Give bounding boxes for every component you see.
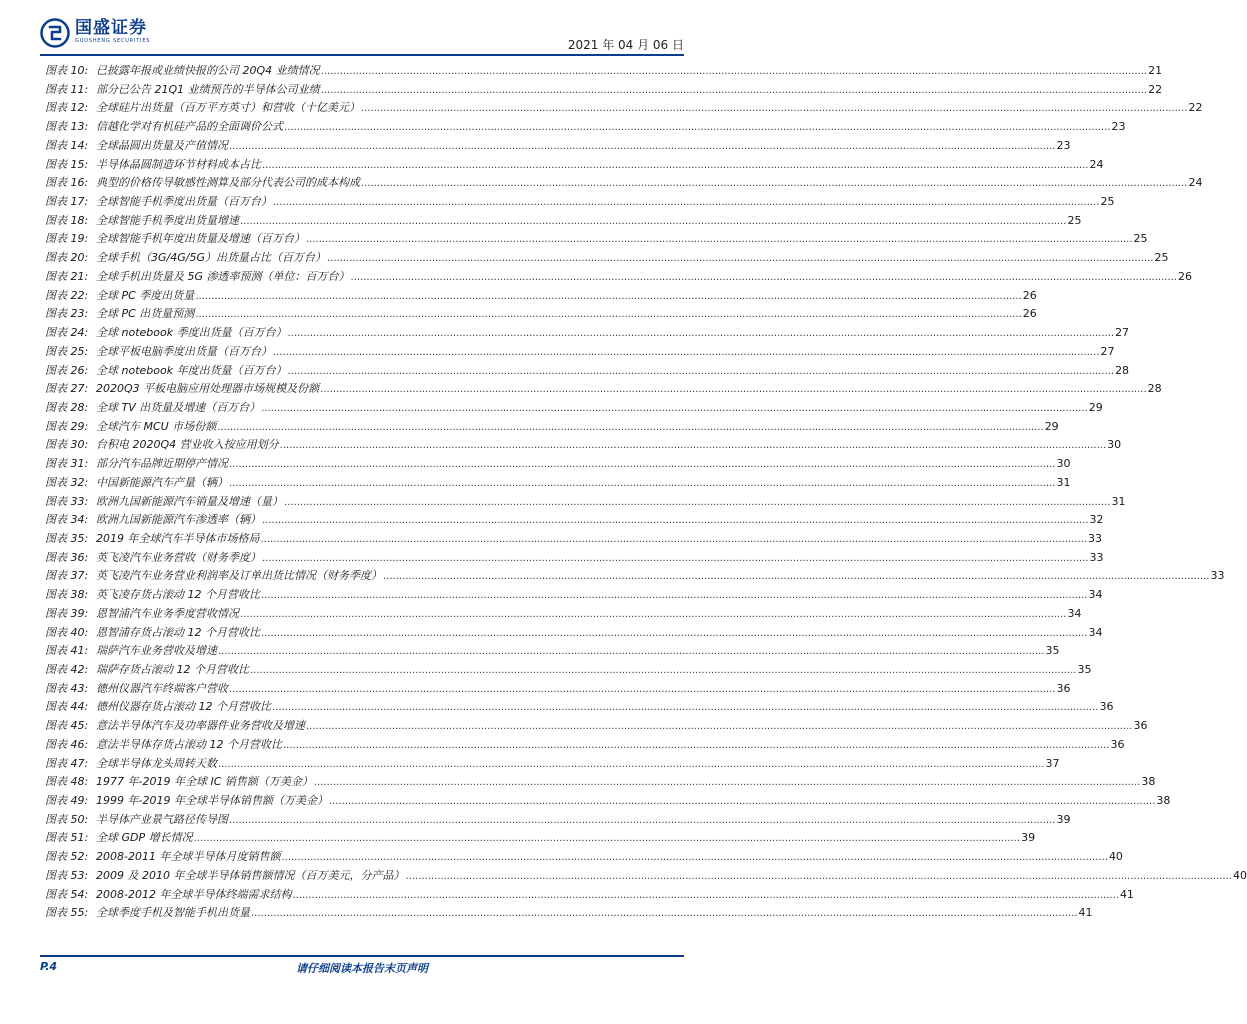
toc-entry-label: 图表 54: [45, 887, 89, 901]
page-header [40, 18, 684, 52]
toc-entry-label: 图表 20: [45, 251, 89, 265]
toc-entry-label: 图表 55: [45, 906, 89, 920]
toc-entry-page: 32 [1089, 513, 1104, 527]
toc-entry-label: 图表 42: [45, 663, 89, 676]
toc-entry[interactable] [45, 455, 1071, 474]
dot-leader: .................................................................................................................................................................................................................................................................... [229, 140, 1056, 152]
toc-entry-page: 31 [1111, 494, 1126, 508]
logo-name-en: GUOSHENG SECURITIES [75, 38, 151, 44]
toc-entry-page: 24 [1089, 157, 1104, 171]
toc-entry-label: 图表 52: [45, 850, 89, 864]
toc-entry[interactable] [45, 474, 1071, 493]
toc-entry[interactable] [45, 380, 1162, 399]
toc-entry[interactable] [45, 736, 1125, 755]
logo-name-cn: 国盛证券 [75, 18, 147, 38]
dot-leader: .................................................................................................................................................................................................................................................................... [229, 814, 1056, 826]
toc-entry-page: 30 [1056, 457, 1071, 471]
dot-leader: .................................................................................................................................................................................................................................................................... [383, 571, 1210, 583]
toc-entry-title: 1977 年-2019 年全球 IC 销售额（万美金） [96, 775, 313, 789]
toc-entry[interactable] [45, 904, 1093, 923]
toc-entry-label: 图表 17: [45, 195, 89, 209]
toc-entry-title: 德州仪器汽车终端客户营收 [96, 681, 228, 695]
toc-entry[interactable] [45, 511, 1104, 530]
toc-entry-page: 26 [1022, 307, 1037, 321]
dot-leader: .................................................................................................................................................................................................................................................................... [229, 477, 1056, 489]
toc-entry-page: 28 [1147, 382, 1162, 396]
toc-entry[interactable] [45, 680, 1071, 699]
toc-entry-page: 33 [1087, 531, 1102, 545]
toc-entry-title: 全球硅片出货量（百万平方英寸）和营收（十亿美元） [96, 101, 360, 115]
dot-leader: .................................................................................................................................................................................................................................................................... [261, 627, 1088, 639]
toc-entry-page: 30 [1107, 438, 1122, 452]
dot-leader: .................................................................................................................................................................................................................................................................... [195, 290, 1022, 302]
toc-entry-title: 2008-2012 年全球半导体终端需求结构 [96, 887, 292, 901]
figure-index-list [45, 62, 1247, 923]
toc-entry-label: 图表 26: [45, 363, 89, 377]
toc-entry-label: 图表 19: [45, 232, 89, 246]
toc-entry-page: 23 [1111, 120, 1126, 134]
toc-entry-page: 22 [1148, 82, 1163, 96]
dot-leader: .................................................................................................................................................................................................................................................................... [273, 197, 1100, 209]
toc-entry-title: 恩智浦汽车业务季度营收情况 [96, 606, 239, 620]
toc-entry-page: 41 [1119, 887, 1134, 901]
toc-entry-title: 全球 PC 出货量预测 [96, 307, 195, 321]
toc-entry-label: 图表 38: [45, 588, 89, 602]
toc-entry-title: 全球 TV 出货量及增速（百万台） [96, 400, 261, 414]
toc-entry-page: 39 [1056, 812, 1071, 826]
toc-entry-title: 全球 notebook 季度出货量（百万台） [96, 326, 287, 340]
toc-entry-page: 36 [1056, 681, 1071, 695]
dot-leader: .................................................................................................................................................................................................................................................................... [195, 309, 1022, 321]
toc-entry[interactable] [45, 212, 1082, 231]
toc-entry[interactable] [45, 305, 1037, 324]
toc-entry[interactable] [45, 399, 1103, 418]
dot-leader: .................................................................................................................................................................................................................................................................... [240, 608, 1067, 620]
toc-entry-title: 全球智能手机年度出货量及增速（百万台） [96, 232, 305, 246]
dot-leader: .................................................................................................................................................................................................................................................................... [279, 440, 1107, 452]
toc-entry-label: 图表 34: [45, 513, 89, 527]
toc-entry-page: 34 [1088, 588, 1103, 602]
toc-entry-page: 24 [1188, 176, 1203, 190]
toc-entry-label: 图表 30: [45, 438, 89, 452]
dot-leader: .................................................................................................................................................................................................................................................................... [284, 122, 1111, 134]
toc-entry[interactable] [45, 886, 1134, 905]
toc-entry-title: 瑞萨存货占滚动 12 个月营收比 [96, 663, 249, 676]
toc-entry-page: 33 [1089, 550, 1104, 564]
toc-entry-title: 中国新能源汽车产量（辆） [96, 475, 228, 489]
toc-entry-title: 2009 及 2010 年全球半导体销售额情况（百万美元，分产品） [96, 868, 405, 882]
toc-entry[interactable] [45, 829, 1036, 848]
toc-entry-page: 23 [1056, 138, 1071, 152]
toc-entry[interactable] [45, 324, 1130, 343]
toc-entry[interactable] [45, 174, 1203, 193]
toc-entry-page: 33 [1210, 569, 1225, 583]
toc-entry-page: 28 [1115, 363, 1130, 377]
toc-entry-title: 全球 GDP 增长情况 [96, 831, 193, 845]
toc-entry[interactable] [45, 773, 1156, 792]
toc-entry[interactable] [45, 230, 1148, 249]
toc-entry-title: 2019 年全球汽车半导体市场格局 [96, 531, 260, 545]
toc-entry-label: 图表 43: [45, 681, 89, 695]
toc-entry[interactable] [45, 624, 1103, 643]
disclaimer-note: 请仔细阅读本报告末页声明 [296, 962, 428, 975]
toc-entry[interactable] [45, 193, 1115, 212]
toc-entry-label: 图表 22: [45, 288, 89, 302]
toc-entry[interactable] [45, 567, 1225, 586]
toc-entry-page: 35 [1045, 644, 1060, 658]
toc-entry-label: 图表 33: [45, 494, 89, 508]
toc-entry-page: 22 [1188, 101, 1203, 115]
dot-leader: .................................................................................................................................................................................................................................................................... [261, 402, 1088, 414]
dot-leader: .................................................................................................................................................................................................................................................................... [361, 178, 1188, 190]
dot-leader: .................................................................................................................................................................................................................................................................... [272, 702, 1099, 714]
toc-entry-title: 意法半导体存货占滚动 12 个月营收比 [96, 737, 282, 751]
page-number: P.4 [40, 960, 58, 973]
toc-entry-label: 图表 36: [45, 550, 89, 564]
toc-entry-title: 欧洲九国新能源汽车销量及增速（量） [96, 494, 283, 508]
toc-entry-title: 恩智浦存货占滚动 12 个月营收比 [96, 625, 260, 639]
toc-entry-title: 全球手机出货量及 5G 渗透率预测（单位：百万台） [96, 269, 350, 283]
toc-entry-title: 全球手机（3G/4G/5G）出货量占比（百万台） [96, 251, 326, 265]
toc-entry-label: 图表 41: [45, 644, 89, 658]
toc-entry-page: 25 [1154, 251, 1169, 265]
toc-entry-title: 2008-2011 年全球半导体月度销售额 [96, 850, 281, 864]
toc-entry-page: 38 [1141, 775, 1156, 789]
dot-leader: .................................................................................................................................................................................................................................................................... [361, 103, 1188, 115]
dot-leader: .................................................................................................................................................................................................................................................................... [306, 721, 1133, 733]
toc-entry-label: 图表 13: [45, 120, 89, 134]
toc-entry-label: 图表 46: [45, 737, 89, 751]
toc-entry-title: 半导体产业景气路径传导图 [96, 812, 228, 826]
dot-leader: .................................................................................................................................................................................................................................................................... [287, 365, 1115, 377]
toc-entry-label: 图表 40: [45, 625, 89, 639]
dot-leader: .................................................................................................................................................................................................................................................................... [229, 683, 1056, 695]
dot-leader: .................................................................................................................................................................................................................................................................... [328, 796, 1156, 808]
dot-leader: .................................................................................................................................................................................................................................................................... [240, 215, 1067, 227]
toc-entry-title: 英飞凌汽车业务营业利润率及订单出货比情况（财务季度） [96, 569, 382, 583]
toc-entry-label: 图表 49: [45, 794, 89, 808]
toc-entry-label: 图表 27: [45, 382, 89, 396]
toc-entry-label: 图表 10: [45, 64, 89, 77]
toc-entry[interactable] [45, 549, 1104, 568]
toc-entry-label: 图表 12: [45, 101, 89, 115]
dot-leader: .................................................................................................................................................................................................................................................................... [273, 346, 1100, 358]
toc-entry[interactable] [45, 811, 1071, 830]
toc-entry-label: 图表 39: [45, 606, 89, 620]
toc-entry-page: 26 [1022, 288, 1037, 302]
toc-entry-title: 全球半导体龙头周转天数 [96, 756, 217, 770]
toc-entry-page: 29 [1088, 400, 1103, 414]
toc-entry[interactable] [45, 698, 1114, 717]
toc-entry-label: 图表 18: [45, 213, 89, 227]
toc-entry-title: 部分已公告 21Q1 业绩预告的半导体公司业绩 [96, 82, 320, 96]
toc-entry-title: 全球平板电脑季度出货量（百万台） [96, 344, 272, 358]
toc-entry-title: 2020Q3 平板电脑应用处理器市场规模及份额 [96, 382, 320, 396]
toc-entry[interactable] [45, 249, 1169, 268]
toc-entry-label: 图表 23: [45, 307, 89, 321]
toc-entry[interactable] [45, 287, 1037, 306]
toc-entry[interactable] [45, 493, 1126, 512]
toc-entry[interactable] [45, 436, 1122, 455]
toc-entry-page: 21 [1148, 64, 1163, 77]
toc-entry-page: 41 [1078, 906, 1093, 920]
toc-entry[interactable] [45, 605, 1082, 624]
dot-leader: .................................................................................................................................................................................................................................................................... [405, 870, 1232, 882]
toc-entry-page: 36 [1133, 719, 1148, 733]
dot-leader: .................................................................................................................................................................................................................................................................... [292, 889, 1119, 901]
toc-entry-title: 全球 notebook 年度出货量（百万台） [96, 363, 287, 377]
toc-entry-label: 图表 45: [45, 719, 89, 733]
toc-entry-label: 图表 31: [45, 457, 89, 471]
toc-entry[interactable] [45, 848, 1123, 867]
company-logo [40, 18, 150, 52]
dot-leader: .................................................................................................................................................................................................................................................................... [320, 66, 1148, 77]
dot-leader: .................................................................................................................................................................................................................................................................... [320, 84, 1148, 96]
toc-entry-label: 图表 32: [45, 475, 89, 489]
toc-entry-page: 40 [1232, 868, 1247, 882]
toc-entry-title: 1999 年-2019 年全球半导体销售额（万美金） [96, 794, 328, 808]
toc-entry-label: 图表 51: [45, 831, 89, 845]
toc-entry-page: 27 [1115, 326, 1130, 340]
dot-leader: .................................................................................................................................................................................................................................................................... [283, 739, 1110, 751]
logo-emblem-icon [40, 18, 70, 48]
toc-entry-page: 36 [1110, 737, 1125, 751]
toc-entry-label: 图表 16: [45, 176, 89, 190]
dot-leader: .................................................................................................................................................................................................................................................................... [287, 328, 1115, 340]
toc-entry-page: 37 [1045, 756, 1060, 770]
toc-entry-label: 图表 11: [45, 82, 89, 96]
dot-leader: .................................................................................................................................................................................................................................................................... [262, 159, 1089, 171]
toc-entry[interactable] [45, 62, 1163, 81]
dot-leader: .................................................................................................................................................................................................................................................................... [217, 421, 1044, 433]
toc-entry-label: 图表 14: [45, 138, 89, 152]
toc-entry-label: 图表 53: [45, 868, 89, 882]
dot-leader: .................................................................................................................................................................................................................................................................... [229, 459, 1056, 471]
dot-leader: .................................................................................................................................................................................................................................................................... [281, 852, 1108, 864]
dot-leader: .................................................................................................................................................................................................................................................................... [251, 908, 1078, 920]
toc-entry-title: 全球智能手机季度出货量增速 [96, 213, 239, 227]
toc-entry-label: 图表 50: [45, 812, 89, 826]
toc-entry-title: 德州仪器存货占滚动 12 个月营收比 [96, 700, 271, 714]
toc-entry[interactable] [45, 661, 1092, 680]
toc-entry-label: 图表 44: [45, 700, 89, 714]
toc-entry[interactable] [45, 418, 1059, 437]
toc-entry[interactable] [45, 156, 1104, 175]
toc-entry-title: 全球 PC 季度出货量 [96, 288, 195, 302]
toc-entry[interactable] [45, 268, 1192, 287]
toc-entry-title: 全球汽车 MCU 市场份额 [96, 419, 217, 433]
toc-entry-title: 瑞萨汽车业务营收及增速 [96, 644, 217, 658]
dot-leader: .................................................................................................................................................................................................................................................................... [193, 833, 1021, 845]
toc-entry[interactable] [45, 717, 1148, 736]
toc-entry[interactable] [45, 530, 1102, 549]
toc-entry[interactable] [45, 362, 1130, 381]
dot-leader: .................................................................................................................................................................................................................................................................... [218, 758, 1045, 770]
toc-entry-title: 英飞凌汽车业务营收（财务季度） [96, 550, 261, 564]
toc-entry-page: 34 [1088, 625, 1103, 639]
toc-entry-title: 英飞凌存货占滚动 12 个月营收比 [96, 588, 260, 602]
toc-entry-page: 40 [1108, 850, 1123, 864]
toc-entry[interactable] [45, 642, 1060, 661]
toc-entry-label: 图表 15: [45, 157, 89, 171]
toc-entry-page: 25 [1067, 213, 1082, 227]
dot-leader: .................................................................................................................................................................................................................................................................... [284, 496, 1111, 508]
toc-entry-page: 26 [1177, 269, 1192, 283]
toc-entry-label: 图表 37: [45, 569, 89, 583]
dot-leader: .................................................................................................................................................................................................................................................................... [262, 552, 1089, 564]
toc-entry[interactable] [45, 755, 1060, 774]
toc-entry-page: 31 [1056, 475, 1071, 489]
toc-entry-page: 25 [1133, 232, 1148, 246]
toc-entry-title: 已披露年报或业绩快报的公司 20Q4 业绩情况 [96, 64, 320, 77]
dot-leader: .................................................................................................................................................................................................................................................................... [306, 234, 1133, 246]
toc-entry-page: 38 [1156, 794, 1171, 808]
toc-entry[interactable] [45, 792, 1171, 811]
toc-entry-title: 台积电 2020Q4 营业收入按应用划分 [96, 438, 279, 452]
report-date: 2021 年 04 月 06 日 [567, 38, 684, 52]
toc-entry-title: 半导体晶圆制造环节材料成本占比 [96, 157, 261, 171]
toc-entry-title: 信越化学对有机硅产品的全面调价公式 [96, 120, 283, 134]
dot-leader: .................................................................................................................................................................................................................................................................... [260, 533, 1087, 545]
header-divider [40, 54, 684, 56]
toc-entry-title: 全球晶圆出货量及产值情况 [96, 138, 228, 152]
toc-entry[interactable] [45, 586, 1103, 605]
dot-leader: .................................................................................................................................................................................................................................................................... [261, 590, 1088, 602]
toc-entry-page: 34 [1067, 606, 1082, 620]
toc-entry[interactable] [45, 867, 1247, 886]
dot-leader: .................................................................................................................................................................................................................................................................... [326, 253, 1154, 265]
toc-entry-label: 图表 25: [45, 344, 89, 358]
toc-entry-page: 36 [1099, 700, 1114, 714]
toc-entry-label: 图表 47: [45, 756, 89, 770]
dot-leader: .................................................................................................................................................................................................................................................................... [320, 384, 1147, 396]
toc-entry[interactable] [45, 137, 1071, 156]
dot-leader: .................................................................................................................................................................................................................................................................... [262, 515, 1089, 527]
footer-divider [40, 955, 684, 957]
toc-entry-page: 27 [1100, 344, 1115, 358]
toc-entry[interactable] [45, 81, 1163, 100]
dot-leader: .................................................................................................................................................................................................................................................................... [250, 665, 1077, 676]
toc-entry-title: 欧洲九国新能源汽车渗透率（辆） [96, 513, 261, 527]
toc-entry-label: 图表 29: [45, 419, 89, 433]
toc-entry-title: 典型的价格传导敏感性测算及部分代表公司的成本构成 [96, 176, 360, 190]
toc-entry-page: 25 [1100, 195, 1115, 209]
toc-entry-title: 部分汽车品牌近期停产情况 [96, 457, 228, 471]
toc-entry-page: 39 [1021, 831, 1036, 845]
toc-entry-label: 图表 48: [45, 775, 89, 789]
toc-entry[interactable] [45, 343, 1115, 362]
dot-leader: .................................................................................................................................................................................................................................................................... [218, 646, 1045, 658]
toc-entry-title: 全球智能手机季度出货量（百万台） [96, 195, 272, 209]
toc-entry-label: 图表 21: [45, 269, 89, 283]
toc-entry[interactable] [45, 99, 1203, 118]
toc-entry-page: 29 [1044, 419, 1059, 433]
dot-leader: .................................................................................................................................................................................................................................................................... [350, 271, 1177, 283]
toc-entry-title: 全球季度手机及智能手机出货量 [96, 906, 250, 920]
toc-entry-page: 35 [1077, 663, 1092, 676]
toc-entry-title: 意法半导体汽车及功率器件业务营收及增速 [96, 719, 305, 733]
toc-entry[interactable] [45, 118, 1126, 137]
dot-leader: .................................................................................................................................................................................................................................................................... [313, 777, 1141, 789]
toc-entry-label: 图表 35: [45, 531, 89, 545]
toc-entry-label: 图表 24: [45, 326, 89, 340]
toc-entry-label: 图表 28: [45, 400, 89, 414]
